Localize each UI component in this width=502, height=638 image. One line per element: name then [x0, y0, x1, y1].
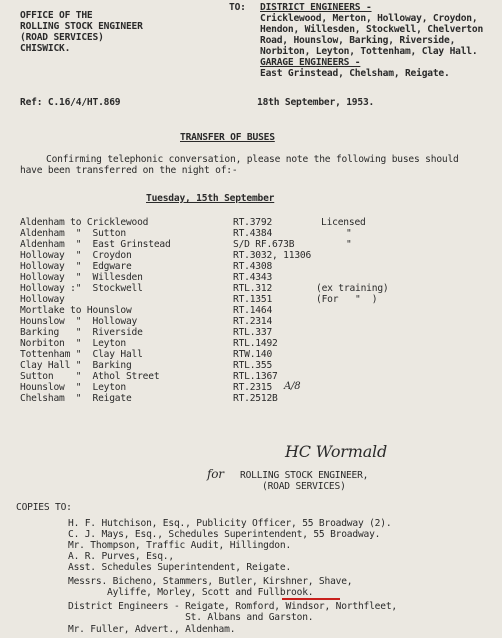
- copy-recipient: Mr. Thompson, Traffic Audit, Hillingdon.: [68, 540, 292, 551]
- sign-title-line-2: (ROAD SERVICES): [262, 481, 346, 492]
- transfer-bus: RT.2315: [233, 382, 273, 393]
- transfer-note: (For " ): [316, 294, 378, 305]
- transfer-bus: S/D RF.673B: [233, 239, 295, 250]
- transfer-route: Holloway: [20, 294, 65, 305]
- red-underline-highlight: [282, 598, 340, 600]
- handwritten-annotation: A/8: [284, 381, 301, 392]
- transfer-bus: RTL.337: [233, 327, 273, 338]
- intro-line-2: have been transferred on the night of:-: [20, 165, 238, 176]
- transfer-bus: RT.1464: [233, 305, 273, 316]
- memo-date: 18th September, 1953.: [257, 97, 375, 108]
- transfer-route: Hounslow " Leyton: [20, 382, 126, 393]
- night-of-heading: Tuesday, 15th September: [146, 193, 275, 204]
- transfer-route: Chelsham " Reigate: [20, 393, 132, 404]
- transfer-route: Aldenham to Cricklewood: [20, 217, 149, 228]
- transfer-note: Licensed: [321, 217, 366, 228]
- district-line-2: Hendon, Willesden, Stockwell, Chelverton: [260, 24, 484, 35]
- copy-recipient: St. Albans and Garston.: [68, 612, 314, 623]
- copy-recipient: Ayliffe, Morley, Scott and Fullbrook.: [68, 587, 314, 598]
- district-engineers-heading: DISTRICT ENGINEERS -: [260, 2, 372, 13]
- transfer-route: Tottenham " Clay Hall: [20, 349, 143, 360]
- copy-recipient: Messrs. Bicheno, Stammers, Butler, Kirshner, Shave,: [68, 576, 353, 587]
- copy-recipient: A. R. Purves, Esq.,: [68, 551, 174, 562]
- reference: Ref: C.16/4/HT.869: [20, 97, 121, 108]
- transfer-route: Holloway " Willesden: [20, 272, 143, 283]
- district-line-4: Norbiton, Leyton, Tottenham, Clay Hall.: [260, 46, 478, 57]
- copy-recipient: H. F. Hutchison, Esq., Publicity Officer, 55 Broadway (2).: [68, 518, 392, 529]
- transfer-route: Holloway " Croydon: [20, 250, 132, 261]
- transfer-note: ": [346, 228, 352, 239]
- transfer-note: ": [346, 239, 352, 250]
- transfer-route: Aldenham " East Grinstead: [20, 239, 171, 250]
- transfer-bus: RTL.312: [233, 283, 273, 294]
- transfer-route: Mortlake to Hounslow: [20, 305, 132, 316]
- transfer-bus: RTL.1492: [233, 338, 278, 349]
- garage-engineers-heading: GARAGE ENGINEERS -: [260, 57, 361, 68]
- transfer-bus: RTL.355: [233, 360, 273, 371]
- memo-title: TRANSFER OF BUSES: [180, 132, 275, 143]
- copy-recipient: C. J. Mays, Esq., Schedules Superintendent, 55 Broadway.: [68, 529, 381, 540]
- sign-for: for: [207, 467, 224, 481]
- transfer-bus: RTW.140: [233, 349, 273, 360]
- transfer-bus: RT.2512B: [233, 393, 278, 404]
- copies-label: COPIES TO:: [16, 502, 72, 513]
- transfer-route: Hounslow " Holloway: [20, 316, 138, 327]
- transfer-route: Norbiton " Leyton: [20, 338, 126, 349]
- transfer-bus: RT.1351: [233, 294, 273, 305]
- copy-recipient: District Engineers - Reigate, Romford, Windsor, Northfleet,: [68, 601, 397, 612]
- to-label: TO:: [229, 2, 246, 13]
- sign-title-line-1: ROLLING STOCK ENGINEER,: [240, 470, 369, 481]
- transfer-route: Clay Hall " Barking: [20, 360, 132, 371]
- copy-recipient: Mr. Fuller, Advert., Aldenham.: [68, 624, 236, 635]
- district-line-3: Road, Hounslow, Barking, Riverside,: [260, 35, 456, 46]
- transfer-bus: RT.4343: [233, 272, 273, 283]
- transfer-route: Barking " Riverside: [20, 327, 143, 338]
- office-line-3: (ROAD SERVICES): [20, 32, 104, 43]
- office-line-4: CHISWICK.: [20, 43, 71, 54]
- transfer-route: Aldenham " Sutton: [20, 228, 126, 239]
- office-line-2: ROLLING STOCK ENGINEER: [20, 21, 143, 32]
- intro-line-1: Confirming telephonic conversation, please note the following buses should: [46, 154, 459, 165]
- transfer-bus: RTL.1367: [233, 371, 278, 382]
- transfer-route: Holloway :" Stockwell: [20, 283, 143, 294]
- transfer-bus: RT.3792: [233, 217, 273, 228]
- garage-line: East Grinstead, Chelsham, Reigate.: [260, 68, 450, 79]
- copy-recipient: Asst. Schedules Superintendent, Reigate.: [68, 562, 292, 573]
- transfer-bus: RT.4384: [233, 228, 273, 239]
- district-line-1: Cricklewood, Merton, Holloway, Croydon,: [260, 13, 478, 24]
- transfer-note: (ex training): [316, 283, 389, 294]
- office-line-1: OFFICE OF THE: [20, 10, 93, 21]
- transfer-bus: RT.4308: [233, 261, 273, 272]
- transfer-route: Holloway " Edgware: [20, 261, 132, 272]
- handwritten-signature: HC Wormald: [285, 442, 387, 461]
- transfer-bus: RT.3032, 11306: [233, 250, 312, 261]
- transfer-route: Sutton " Athol Street: [20, 371, 160, 382]
- transfer-bus: RT.2314: [233, 316, 273, 327]
